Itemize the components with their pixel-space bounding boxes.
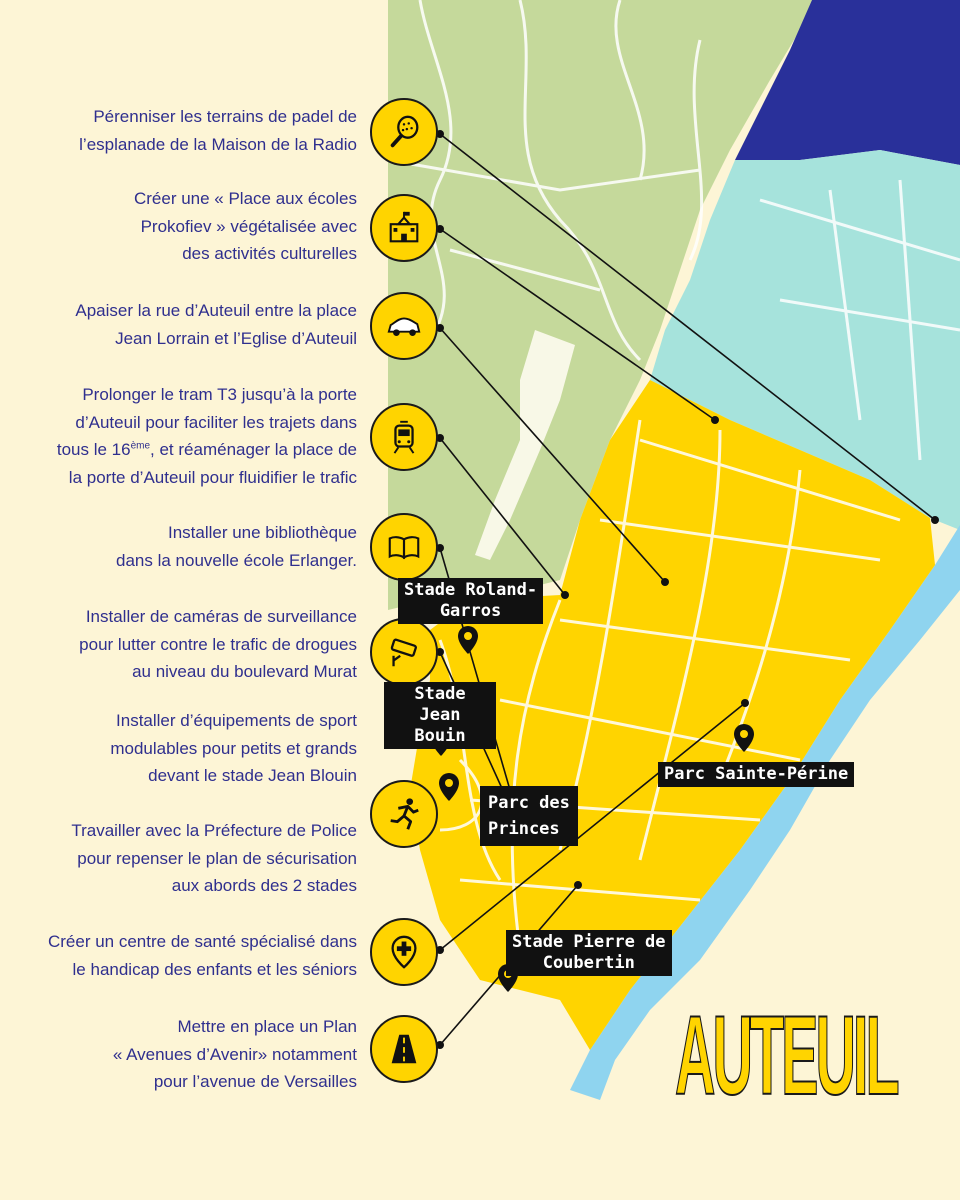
runner-icon	[370, 780, 438, 848]
proposal-line: modulables pour petits et grands	[110, 738, 357, 758]
proposal-line: « Avenues d’Avenir» notamment	[112, 1044, 357, 1064]
proposal-line: des activités culturelles	[182, 244, 357, 263]
proposal-line: le handicap des enfants et les séniors	[72, 959, 357, 979]
proposal-5	[17, 519, 357, 574]
road-icon	[370, 1015, 438, 1083]
proposal-1	[17, 103, 357, 158]
proposal-line: aux abords des 2 stades	[171, 876, 357, 895]
superscript: ème	[130, 440, 151, 452]
proposal-line: dans la nouvelle école Erlanger.	[116, 550, 357, 570]
proposal-3	[17, 297, 357, 352]
proposal-line: Installer d’équipements de sport	[116, 711, 357, 730]
label-sainte-perine: Parc Sainte-Périne	[658, 762, 854, 787]
label-jean-bouin: Stade Jean Bouin	[384, 682, 496, 749]
proposal-9	[0, 928, 357, 983]
proposal-line: l’esplanade de la Maison de la Radio	[79, 134, 357, 154]
school-icon	[370, 194, 438, 262]
health-pin-icon	[370, 918, 438, 986]
camera-icon	[370, 618, 438, 686]
proposal-10	[17, 1013, 357, 1096]
proposal-line: devant le stade Jean Blouin	[148, 766, 357, 785]
proposal-line: Installer une bibliothèque	[167, 523, 357, 542]
proposal-line: pour l’avenue de Versailles	[153, 1072, 357, 1091]
proposal-2	[17, 185, 357, 268]
proposal-line: la porte d’Auteuil pour fluidifier le trafic	[68, 467, 357, 487]
label-parc-princes: Parc des Princes	[480, 786, 578, 846]
tram-icon	[370, 403, 438, 471]
proposal-line: pour repenser le plan de sécurisation	[77, 848, 357, 868]
proposal-line: Jean Lorrain et l’Eglise d’Auteuil	[115, 328, 357, 348]
car-icon	[370, 292, 438, 360]
proposal-4	[0, 381, 357, 491]
proposal-line: Prolonger le tram T3 jusqu’à la porte	[82, 385, 357, 404]
district-title: AUTEUIL	[675, 993, 897, 1118]
proposal-line: Travailler avec la Préfecture de Police	[71, 821, 357, 840]
proposal-text: tous le 16	[56, 440, 131, 459]
proposal-8	[0, 817, 357, 900]
proposal-line: d’Auteuil pour faciliter les trajets dans	[75, 412, 357, 432]
proposal-text: , et réaménager la place de	[150, 440, 357, 459]
proposal-line: Mettre en place un Plan	[177, 1017, 357, 1036]
proposal-line: pour lutter contre le trafic de drogues	[79, 634, 357, 654]
proposal-line: Prokofiev » végétalisée avec	[140, 216, 357, 236]
proposal-line: Apaiser la rue d’Auteuil entre la place	[75, 301, 357, 320]
proposal-6	[0, 603, 357, 686]
proposal-line: Installer de caméras de surveillance	[85, 607, 357, 626]
proposal-line: Pérenniser les terrains de padel de	[93, 107, 357, 126]
padel-racket-icon	[370, 98, 438, 166]
proposal-line: Créer une « Place aux écoles	[133, 189, 357, 208]
proposal-7	[17, 707, 357, 790]
proposal-line: au niveau du boulevard Murat	[132, 662, 357, 681]
proposal-line	[0, 436, 357, 464]
label-pierre-coubertin: Stade Pierre de Coubertin	[506, 930, 672, 976]
book-icon	[370, 513, 438, 581]
label-roland-garros: Stade Roland- Garros	[398, 578, 543, 624]
proposal-line: Créer un centre de santé spécialisé dans	[47, 932, 357, 951]
